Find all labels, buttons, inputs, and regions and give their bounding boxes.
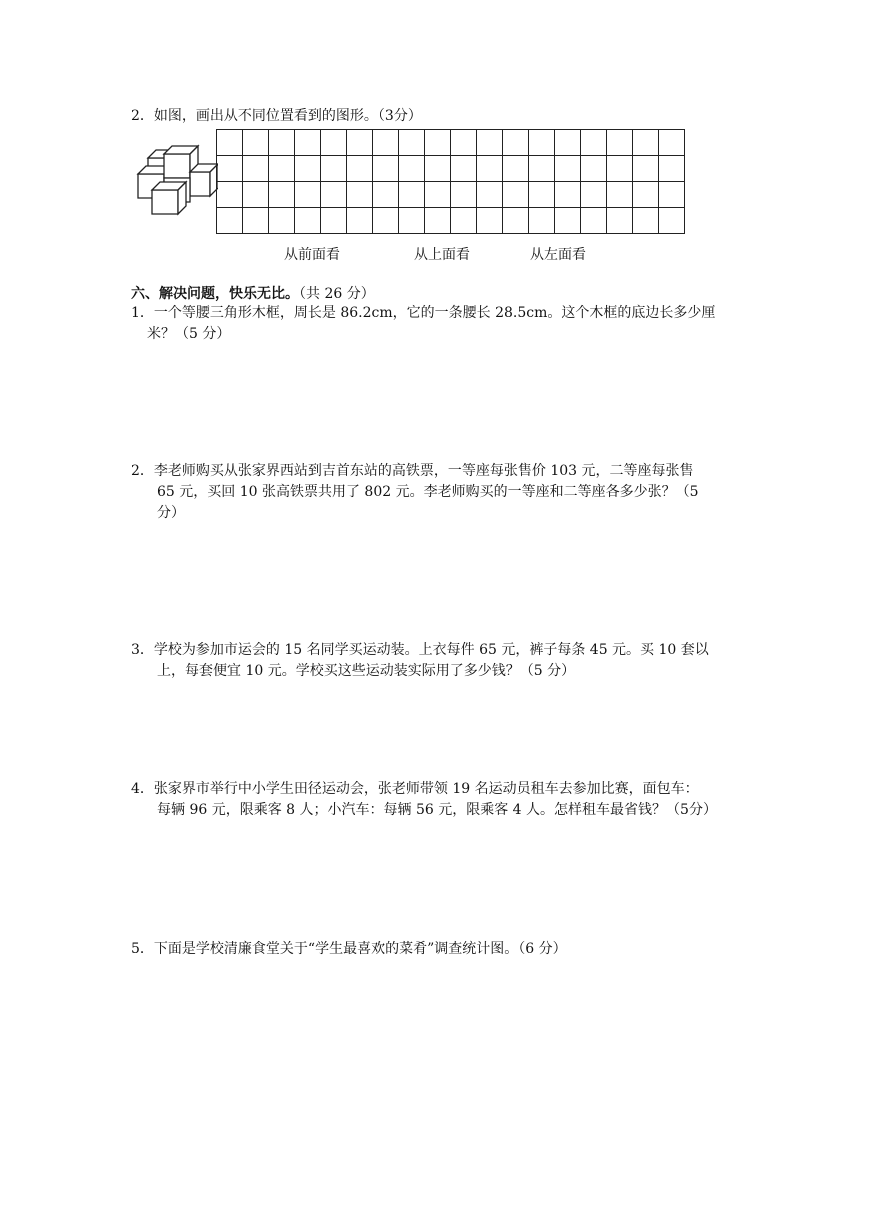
- grid-cell[interactable]: [451, 130, 477, 156]
- grid-cell[interactable]: [347, 182, 373, 208]
- grid-cell[interactable]: [529, 130, 555, 156]
- drawing-question-prompt: 2．如图，画出从不同位置看到的图形。（3分）: [131, 108, 422, 124]
- grid-cell[interactable]: [581, 130, 607, 156]
- grid-cell[interactable]: [217, 130, 243, 156]
- grid-cell[interactable]: [347, 156, 373, 182]
- grid-cell[interactable]: [321, 130, 347, 156]
- grid-cell[interactable]: [503, 130, 529, 156]
- grid-cell[interactable]: [477, 208, 503, 234]
- grid-cell[interactable]: [295, 182, 321, 208]
- grid-row: [217, 130, 685, 156]
- grid-cell[interactable]: [555, 208, 581, 234]
- grid-cell[interactable]: [295, 156, 321, 182]
- grid-cell[interactable]: [399, 156, 425, 182]
- grid-cell[interactable]: [373, 156, 399, 182]
- grid-cell[interactable]: [399, 182, 425, 208]
- grid-cell[interactable]: [269, 156, 295, 182]
- grid-cell[interactable]: [633, 130, 659, 156]
- grid-cell[interactable]: [243, 182, 269, 208]
- grid-cell[interactable]: [581, 182, 607, 208]
- grid-cell[interactable]: [425, 130, 451, 156]
- grid-cell[interactable]: [633, 208, 659, 234]
- section-six-score: （共 26 分）: [299, 286, 375, 302]
- grid-cell[interactable]: [425, 208, 451, 234]
- grid-cell[interactable]: [217, 156, 243, 182]
- grid-cell[interactable]: [529, 208, 555, 234]
- grid-cell[interactable]: [321, 182, 347, 208]
- grid-cell[interactable]: [477, 156, 503, 182]
- grid-cell[interactable]: [321, 156, 347, 182]
- problem-5-line-1: 5．下面是学校清廉食堂关于“学生最喜欢的菜肴”调查统计图。（6 分）: [131, 941, 567, 957]
- problem-4-line-2: 每辆 96 元，限乘客 8 人；小汽车：每辆 56 元，限乘客 4 人。怎样租车最省钱？（5分）: [157, 802, 717, 818]
- grid-cell[interactable]: [607, 182, 633, 208]
- grid-cell[interactable]: [659, 156, 685, 182]
- grid-cell[interactable]: [503, 208, 529, 234]
- grid-cell[interactable]: [529, 182, 555, 208]
- grid-cell[interactable]: [607, 208, 633, 234]
- grid-cell[interactable]: [295, 208, 321, 234]
- grid-cell[interactable]: [425, 182, 451, 208]
- grid-cell[interactable]: [451, 208, 477, 234]
- grid-cell[interactable]: [347, 208, 373, 234]
- grid-cell[interactable]: [581, 208, 607, 234]
- grid-cell[interactable]: [555, 156, 581, 182]
- grid-row: [217, 156, 685, 182]
- grid-cell[interactable]: [659, 182, 685, 208]
- problem-3-line-1: 3．学校为参加市运会的 15 名同学买运动装。上衣每件 65 元，裤子每条 45 元。买 10 套以: [131, 642, 709, 658]
- grid-cell[interactable]: [659, 130, 685, 156]
- grid-cell[interactable]: [503, 182, 529, 208]
- grid-cell[interactable]: [217, 208, 243, 234]
- view-label-left: 从左面看: [530, 247, 586, 263]
- grid-cell[interactable]: [399, 130, 425, 156]
- problem-2-line-1: 2．李老师购买从张家界西站到吉首东站的高铁票，一等座每张售价 103 元，二等座每张售: [131, 463, 694, 479]
- problem-1-line-1: 1．一个等腰三角形木框，周长是 86.2cm，它的一条腰长 28.5cm。这个木框的底边长多少厘: [131, 305, 716, 321]
- grid-row: [217, 182, 685, 208]
- grid-cell[interactable]: [503, 156, 529, 182]
- grid-cell[interactable]: [607, 156, 633, 182]
- grid-cell[interactable]: [659, 208, 685, 234]
- grid-cell[interactable]: [555, 130, 581, 156]
- grid-cell[interactable]: [529, 156, 555, 182]
- grid-cell[interactable]: [269, 130, 295, 156]
- grid-cell[interactable]: [581, 156, 607, 182]
- grid-cell[interactable]: [243, 156, 269, 182]
- problem-1-line-2: 米？（5 分）: [147, 326, 231, 342]
- grid-cell[interactable]: [477, 182, 503, 208]
- grid-cell[interactable]: [321, 208, 347, 234]
- grid-cell[interactable]: [451, 182, 477, 208]
- grid-cell[interactable]: [243, 130, 269, 156]
- grid-cell[interactable]: [243, 208, 269, 234]
- problem-4-line-1: 4．张家界市举行中小学生田径运动会，张老师带领 19 名运动员租车去参加比赛，面包车：: [131, 781, 699, 797]
- problem-2-line-3: 分）: [157, 505, 185, 521]
- grid-cell[interactable]: [217, 182, 243, 208]
- grid-cell[interactable]: [633, 182, 659, 208]
- grid-cell[interactable]: [295, 130, 321, 156]
- grid-cell[interactable]: [399, 208, 425, 234]
- cube-stack-figure: [134, 144, 218, 216]
- grid-cell[interactable]: [477, 130, 503, 156]
- grid-cell[interactable]: [373, 208, 399, 234]
- problem-3-line-2: 上，每套便宜 10 元。学校买这些运动装实际用了多少钱？（5 分）: [157, 663, 576, 679]
- grid-cell[interactable]: [607, 130, 633, 156]
- grid-row: [217, 208, 685, 234]
- drawing-grid[interactable]: [216, 129, 685, 234]
- grid-cell[interactable]: [269, 208, 295, 234]
- section-six-heading: [131, 284, 375, 304]
- view-label-front: 从前面看: [284, 247, 340, 263]
- grid-cell[interactable]: [451, 156, 477, 182]
- grid-cell[interactable]: [373, 130, 399, 156]
- grid-cell[interactable]: [633, 156, 659, 182]
- view-label-top: 从上面看: [414, 247, 470, 263]
- grid-cell[interactable]: [373, 182, 399, 208]
- grid-cell[interactable]: [425, 156, 451, 182]
- grid-cell[interactable]: [555, 182, 581, 208]
- section-six-title: 六、解决问题，快乐无比。: [131, 286, 299, 302]
- problem-2-line-2: 65 元，买回 10 张高铁票共用了 802 元。李老师购买的一等座和二等座各多少张？（5: [157, 484, 699, 500]
- grid-cell[interactable]: [269, 182, 295, 208]
- grid-cell[interactable]: [347, 130, 373, 156]
